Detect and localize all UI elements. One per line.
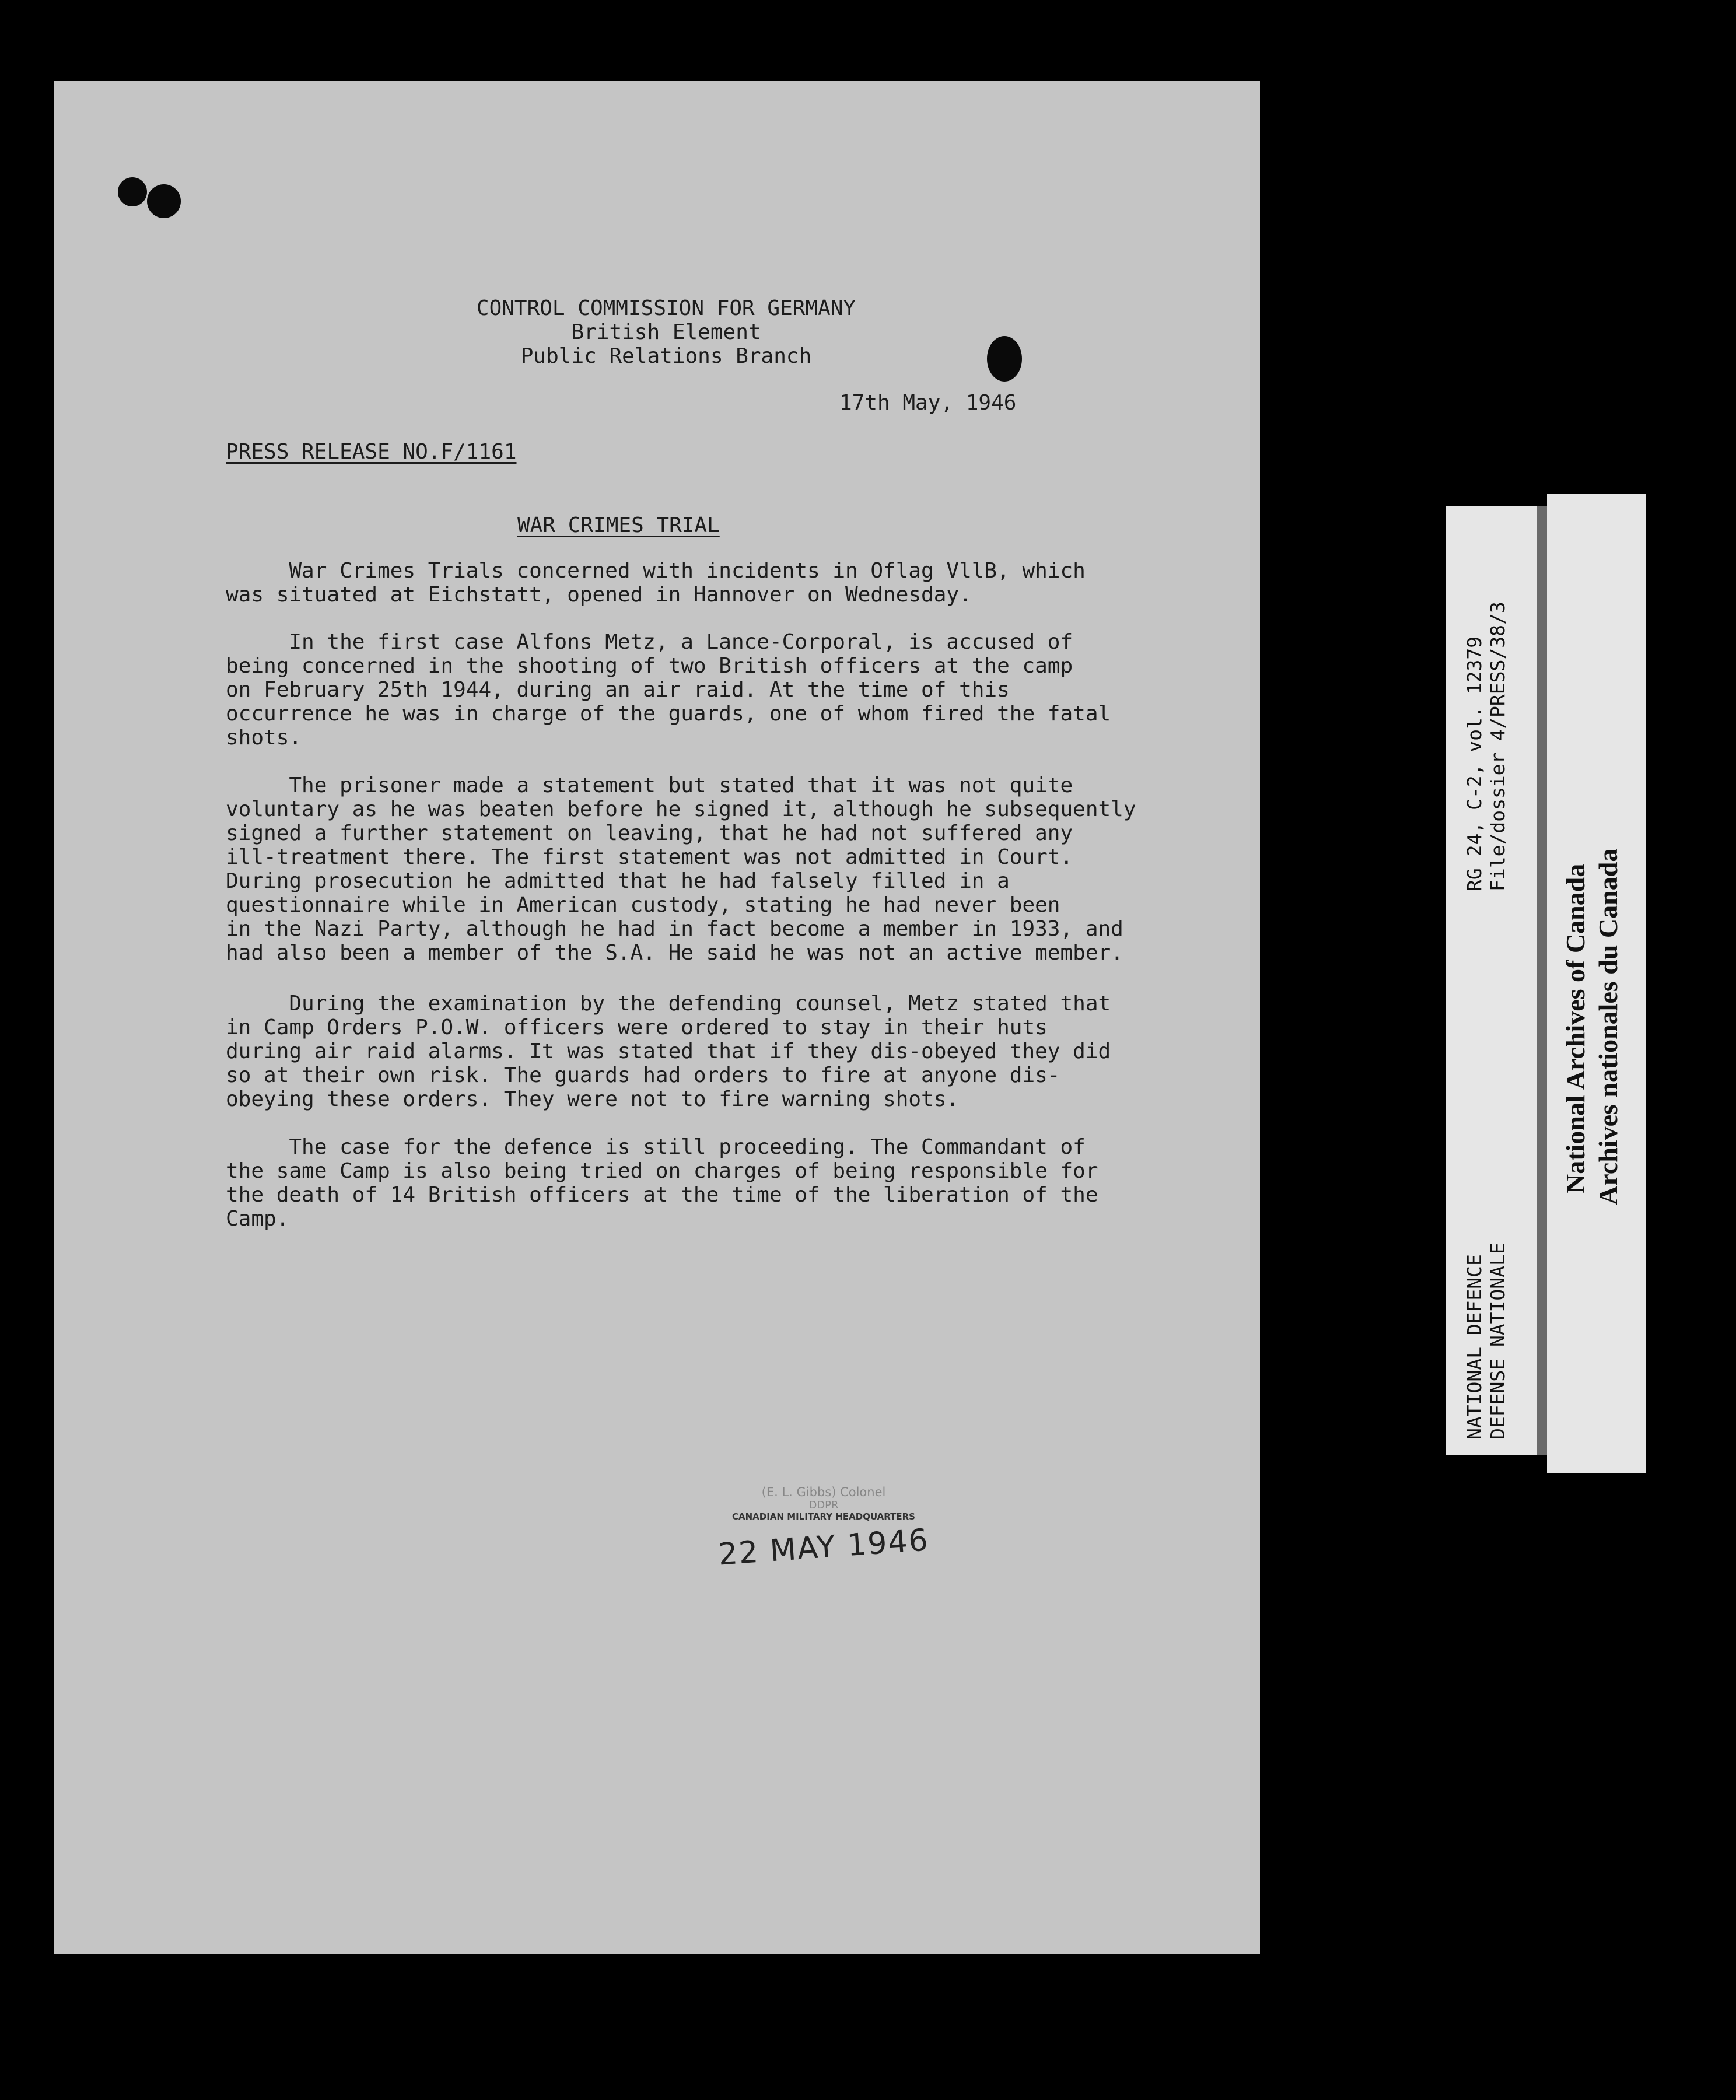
department-line-1: NATIONAL DEFENCE [1463,1254,1486,1440]
punch-hole-right [147,184,181,218]
document-title: WAR CRIMES TRIAL [517,513,720,537]
ink-blot [987,336,1022,382]
stamp-date: 22 MAY 1946 [717,1522,930,1573]
header-organization: CONTROL COMMISSION FOR GERMANY [476,296,856,320]
stamp-headquarters: CANADIAN MILITARY HEADQUARTERS [732,1511,915,1522]
paragraph-3: The prisoner made a statement but stated that it was not quite voluntary as he was beaten before he signed it, although he subsequently signed a further statement on leaving, that he had not suffered any ill-treatment there. The first statement was not admitted in Court. During prosecution he admitted that he had falsely filled in a questionnaire while in American custody, stating he had never been in the Nazi Party, although he had in fact become a member in 1933, and had also been a member of the S.A. He said he was not an active member. [226,774,1136,965]
department-line-2: DEFENSE NATIONALE [1486,1242,1509,1440]
national-archives-tab [1547,494,1646,1474]
paragraph-5: The case for the defence is still proceeding. The Commandant of the same Camp is also being tried on charges of being responsible for the death of 14 British officers at the time of the liberation of the Camp. [226,1135,1098,1231]
archives-name-english: National Archives of Canada [1560,863,1590,1194]
paragraph-4: During the examination by the defending counsel, Metz stated that in Camp Orders P.O.W. officers were ordered to stay in their huts during air raid alarms. It was stated that if they dis-obeyed they did so at their own risk. The guards had orders to fire at anyone dis- obeying these orders. They were not to fire warning shots. [226,992,1111,1111]
header-branch: Public Relations Branch [520,344,812,368]
paragraph-1: War Crimes Trials concerned with incidents in Oflag VllB, which was situated at Eichstatt, opened in Hannover on Wednesday. [226,559,1086,607]
punch-hole-left [118,177,147,206]
received-stamp [690,1485,958,1573]
release-date: 17th May, 1946 [839,391,1017,415]
header-element: British Element [571,320,761,344]
press-release-number: PRESS RELEASE NO.F/1161 [226,440,517,464]
document-page [54,80,1260,1954]
archive-reference-tab [1446,506,1536,1455]
paragraph-2: In the first case Alfons Metz, a Lance-Corporal, is accused of being concerned in the shooting of two British officers at the camp on February 25th 1944, during an air raid. At the time of this occurrence he was in charge of the guards, one of whom fired the fatal shots. [226,630,1111,750]
stamp-signatory: (E. L. Gibbs) Colonel [761,1485,886,1499]
archives-name-french: Archives nationales du Canada [1593,848,1623,1205]
reference-line-2: File/dossier 4/PRESS/38/3 [1486,601,1509,891]
reference-line-1: RG 24, C-2, vol. 12379 [1463,636,1486,891]
tab-divider [1536,506,1547,1455]
stamp-office: DDPR [808,1499,839,1511]
